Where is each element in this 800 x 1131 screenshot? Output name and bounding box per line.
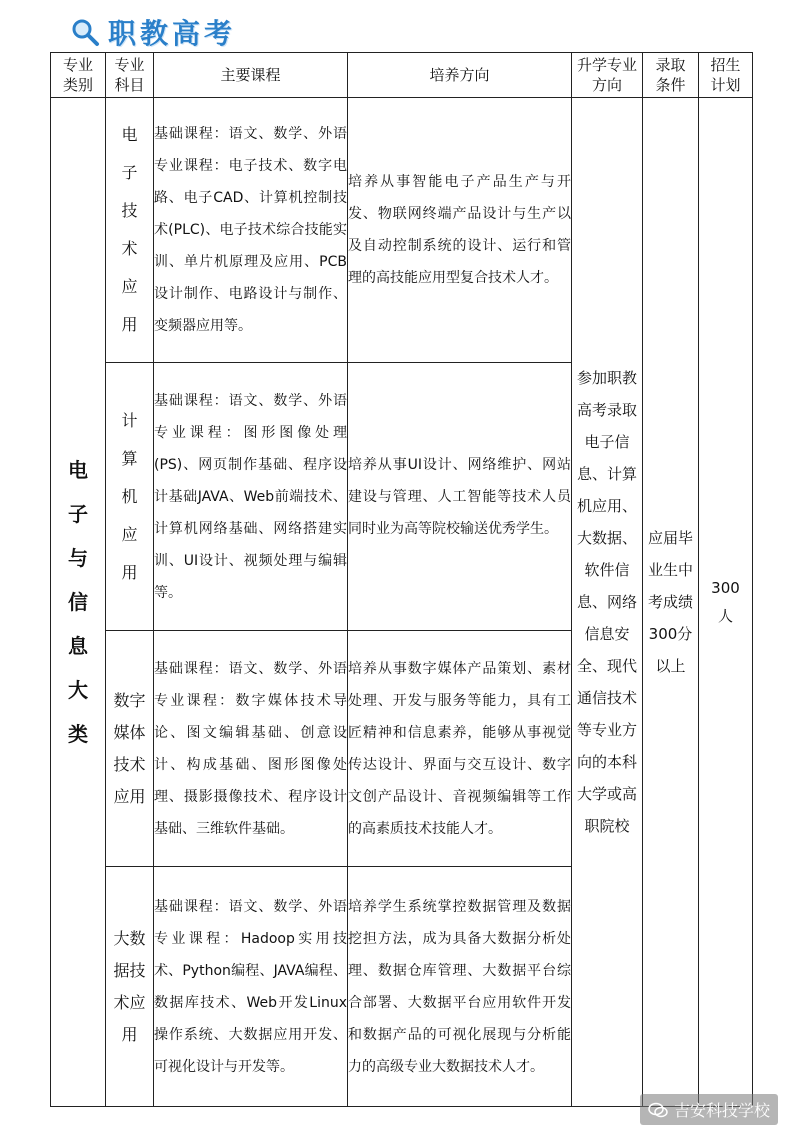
- subject-cell: 电子技术应用: [106, 98, 154, 363]
- col-header-category: 专业类别: [51, 53, 106, 98]
- courses-cell: 基础课程：语文、数学、外语专业课程：Hadoop实用技术、Python编程、JAVA编程、数据库技术、Web开发Linux操作系统、大数据应用开发、可视化设计与开发等。: [154, 867, 348, 1107]
- col-header-courses: 主要课程: [154, 53, 348, 98]
- page-title: 职教高考: [108, 17, 237, 50]
- program-table: [50, 52, 753, 1107]
- col-header-subject: 专业科目: [106, 53, 154, 98]
- category-cell: 电子与信息大类: [51, 98, 106, 1107]
- direction-cell: 培养从事数字媒体产品策划、素材处理、开发与服务等能力，具有工匠精神和信息素养，能够从事视觉传达设计、界面与交互设计、数字文创产品设计、音视频编辑等工作的高素质技术技能人才。: [348, 631, 572, 867]
- table-row: [51, 98, 753, 363]
- courses-cell: 基础课程：语文、数学、外语专业课程：图形图像处理(PS)、网页制作基础、程序设计基础JAVA、Web前端技术、计算机网络基础、网络搭建实训、UI设计、视频处理与编辑等。: [154, 363, 348, 631]
- subject-cell: 计算机应用: [106, 363, 154, 631]
- direction-cell: 培养从事智能电子产品生产与开发、物联网终端产品设计与生产以及自动控制系统的设计、运行和管理的高技能应用型复合技术人才。: [348, 98, 572, 363]
- col-header-plan: 招生计划: [699, 53, 753, 98]
- wechat-icon: [648, 1102, 668, 1118]
- table-header-row: [51, 53, 753, 98]
- col-header-upgrade: 升学专业方向: [572, 53, 643, 98]
- upgrade-direction-cell: 参加职教高考录取电子信息、计算机应用、大数据、软件信息、网络信息安全、现代通信技术等专业方向的本科大学或高职院校: [572, 98, 643, 1107]
- courses-cell: 基础课程：语文、数学、外语专业课程：电子技术、数字电路、电子CAD、计算机控制技术(PLC)、电子技术综合技能实训、单片机原理及应用、PCB设计制作、电路设计与制作、变频器应用等。: [154, 98, 348, 363]
- direction-cell: 培养从事UI设计、网络维护、网站建设与管理、人工智能等技术人员同时业为高等院校输送优秀学生。: [348, 363, 572, 631]
- page-header: [70, 12, 236, 52]
- courses-cell: 基础课程：语文、数学、外语专业课程：数字媒体技术导论、图文编辑基础、创意设计、构成基础、图形图像处理、摄影摄像技术、程序设计基础、三维软件基础。: [154, 631, 348, 867]
- watermark: [640, 1094, 778, 1125]
- col-header-admission: 录取条件: [643, 53, 699, 98]
- col-header-direction: 培养方向: [348, 53, 572, 98]
- plan-cell: 300人: [699, 98, 753, 1107]
- direction-cell: 培养学生系统掌控数据管理及数据挖担方法，成为具备大数据分析处理、数据仓库管理、大数据平台综合部署、大数据平台应用软件开发和数据产品的可视化展现与分析能力的高级专业大数据技术人才。: [348, 867, 572, 1107]
- magnifier-icon: [70, 17, 100, 47]
- subject-cell: 数字媒体技术应用: [106, 631, 154, 867]
- admission-cell: 应届毕业生中考成绩300分以上: [643, 98, 699, 1107]
- subject-cell: 大数据技术应用: [106, 867, 154, 1107]
- watermark-text: 吉安科技学校: [673, 1101, 770, 1120]
